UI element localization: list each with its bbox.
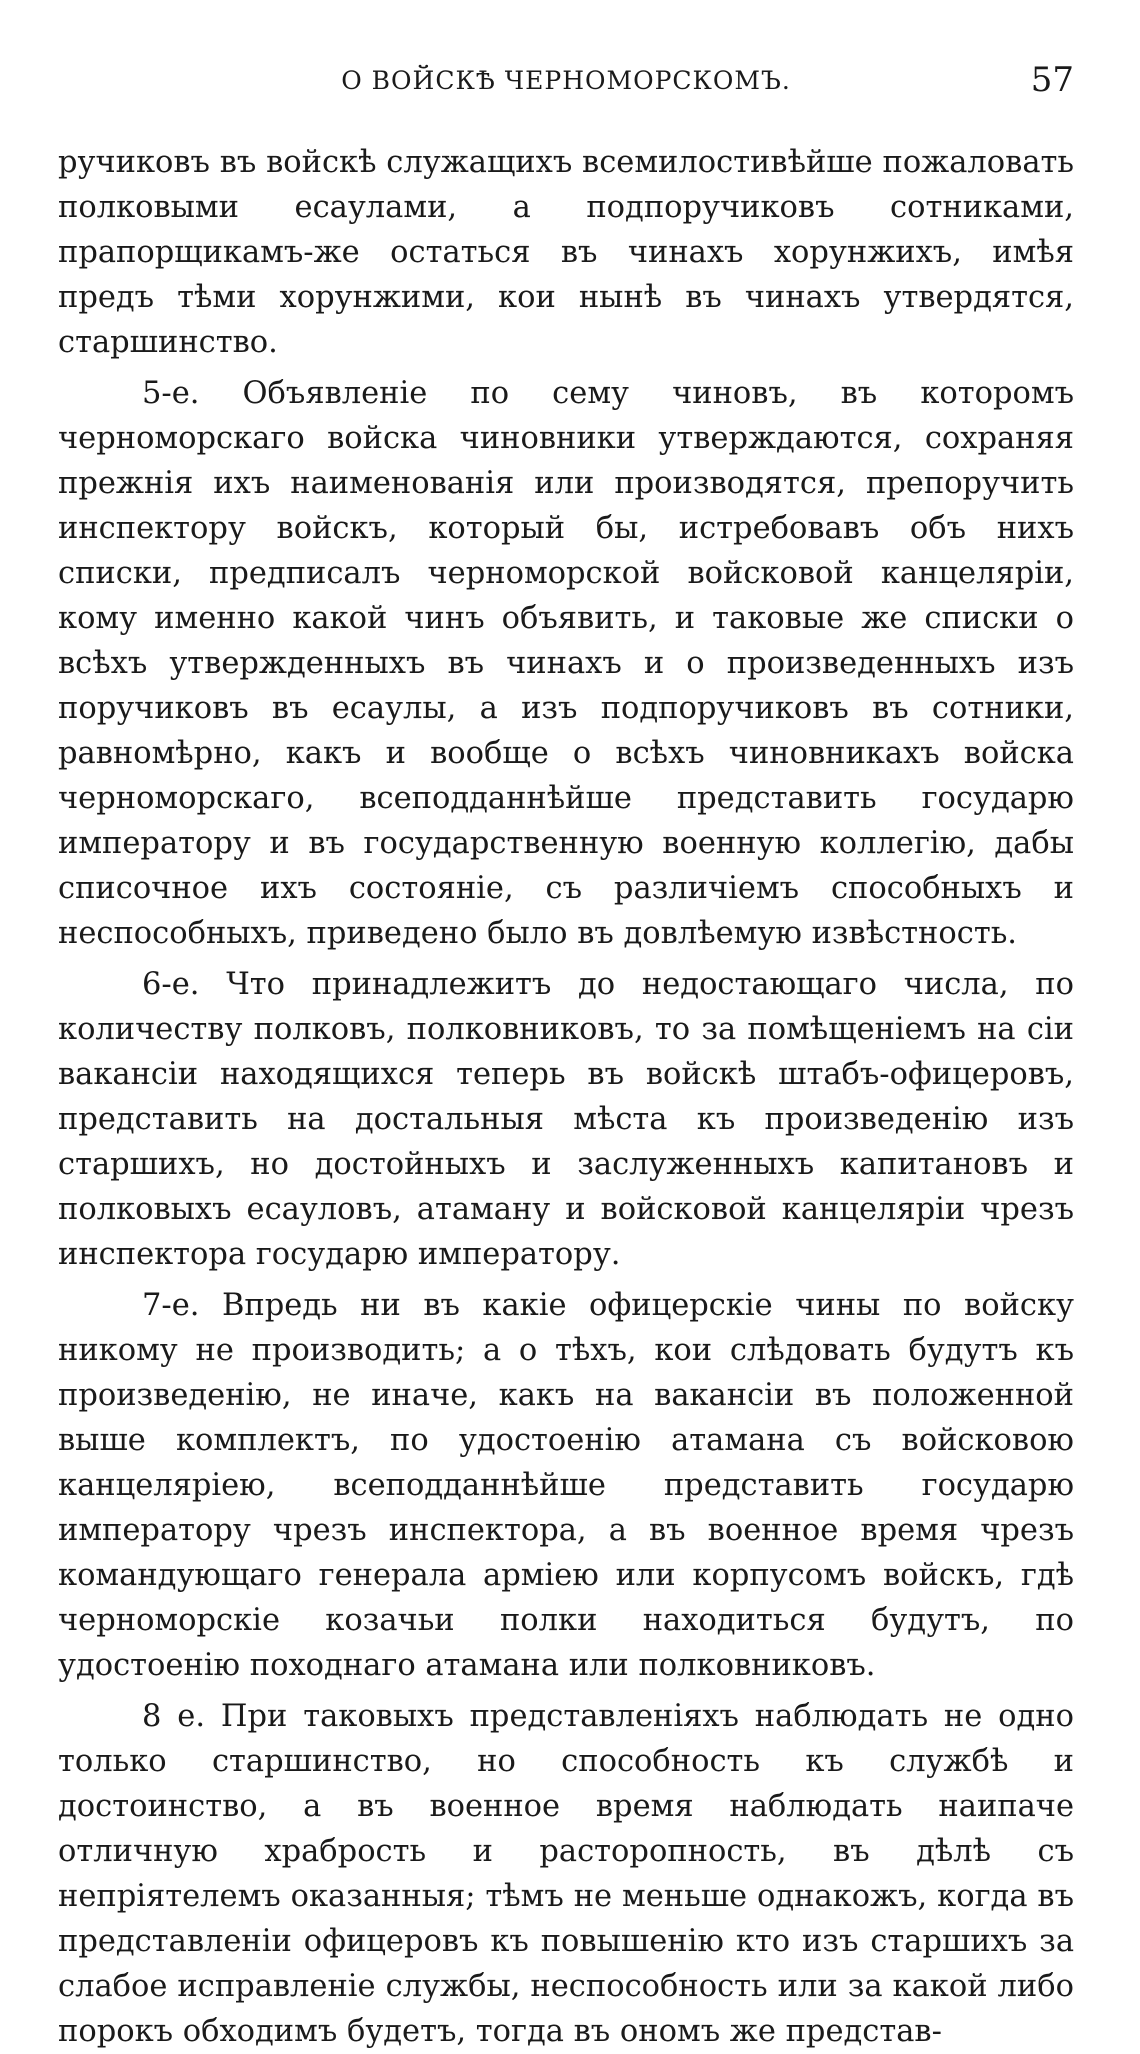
paragraph-item-6: 6-е. Что принадлежитъ до недостающаго числа, по количеству полковъ, полковниковъ, то за помѣщеніемъ на сіи вакансіи находящихся теперь въ войскѣ штабъ-офицеровъ, представить на достальныя мѣста къ произведенію изъ старшихъ, но достойныхъ и заслуженныхъ капитановъ и полковыхъ есауловъ, атаману и войсковой канцеляріи чрезъ инспектора государю императору. — [58, 967, 1074, 1272]
paragraph-continuation: ручиковъ въ войскѣ служащихъ всемилостивѣйше пожаловать полковыми есаулами, а подпоручиковъ сотниками, прапорщикамъ-же остаться въ чинахъ хорунжихъ, имѣя предъ тѣми хорунжими, кои нынѣ въ чинахъ утвердятся, старшинство. — [58, 145, 1074, 360]
book-page — [58, 60, 1074, 2054]
page-number: 57 — [1030, 60, 1074, 100]
running-title: О ВОЙСКѢ ЧЕРНОМОРСКОМЪ. — [341, 66, 791, 95]
page-header — [58, 60, 1074, 104]
paragraph-item-5: 5-е. Объявленіе по сему чиновъ, въ которомъ черноморскаго войска чиновники утверждаются, сохраняя прежнія ихъ наименованія или производятся, препоручить инспектору войскъ, который бы, истребовавъ объ нихъ списки, предписалъ черноморской войсковой канцеляріи, кому именно какой чинъ объявить, и таковые же списки о всѣхъ утвержденныхъ въ чинахъ и о произведенныхъ изъ поручиковъ въ есаулы, а изъ подпоручиковъ въ сотники, равномѣрно, какъ и вообще о всѣхъ чиновникахъ войска черноморскаго, всеподданнѣйше представить государю императору и въ государственную военную коллегію, дабы списочное ихъ состояніе, съ различіемъ способныхъ и неспособныхъ, приведено было въ довлѣемую извѣстность. — [58, 376, 1074, 951]
paragraph-item-8: 8 е. При таковыхъ представленіяхъ наблюдать не одно только старшинство, но способность къ службѣ и достоинство, а въ военное время наблюдать наипаче отличную храбрость и расторопность, въ дѣлѣ съ непріятелемъ оказанныя; тѣмъ не меньше однакожъ, когда въ представленіи офицеровъ къ повышенію кто изъ старшихъ за слабое исправленіе службы, неспособность или за какой либо порокъ обходимъ будетъ, тогда въ ономъ же представ- — [58, 1699, 1074, 2049]
paragraph-item-7: 7-е. Впредь ни въ какіе офицерскіе чины по войску никому не производить; а о тѣхъ, кои слѣдовать будутъ къ произведенію, не иначе, какъ на вакансіи въ положенной выше комплектъ, по удостоенію атамана съ войсковою канцеляріею, всеподданнѣйше представить государю императору чрезъ инспектора, а въ военное время чрезъ командующаго генерала арміею или корпусомъ войскъ, гдѣ черноморскіе козачьи полки находиться будутъ, по удостоенію походнаго атамана или полковниковъ. — [58, 1288, 1074, 1683]
